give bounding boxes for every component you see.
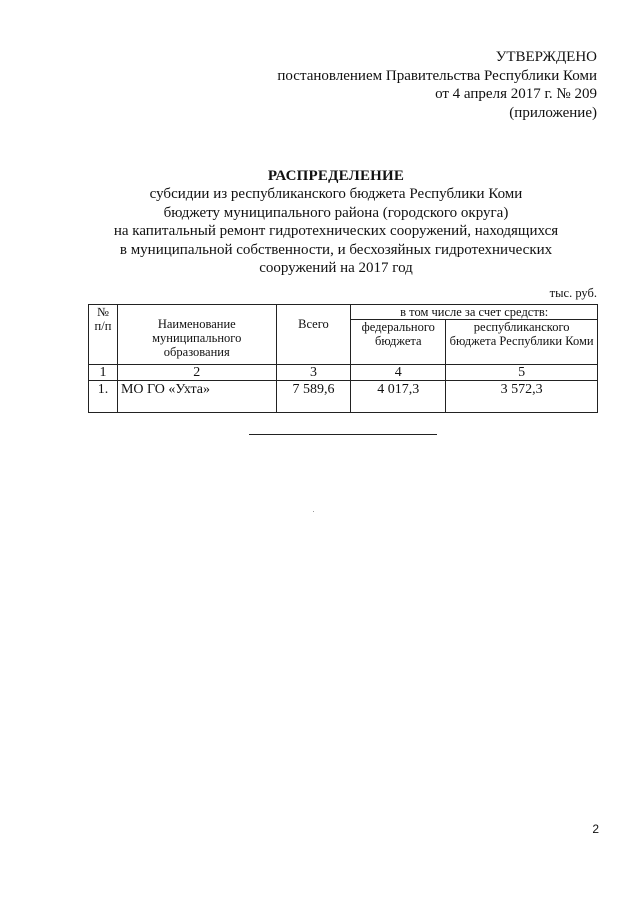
document-heading: РАСПРЕДЕЛЕНИЕ xyxy=(267,168,405,184)
row-republic: 3 572,3 xyxy=(446,381,598,413)
approval-appendix: (приложение) xyxy=(509,104,597,121)
row-num: 1. xyxy=(89,381,118,413)
table-row xyxy=(89,381,598,413)
title-line: на капитальный ремонт гидротехнических сооружений, находящихся xyxy=(113,223,559,240)
row-name: МО ГО «Ухта» xyxy=(117,381,276,413)
header-including: в том числе за счет средств: xyxy=(351,305,598,320)
header-total: Всего xyxy=(276,305,351,365)
row-federal: 4 017,3 xyxy=(351,381,446,413)
page-number: 2 xyxy=(592,822,599,836)
header-num: № п/п xyxy=(89,305,118,365)
distribution-table xyxy=(88,304,598,413)
closing-rule xyxy=(249,434,437,435)
column-number: 2 xyxy=(117,365,276,381)
title-line: в муниципальной собственности, и бесхозяйных гидротехнических xyxy=(119,241,553,258)
title-line: сооружений на 2017 год xyxy=(259,260,413,277)
column-number: 4 xyxy=(351,365,446,381)
title-line: бюджету муниципального района (городского округа) xyxy=(163,204,509,221)
column-number: 5 xyxy=(446,365,598,381)
approval-title: УТВЕРЖДЕНО xyxy=(495,49,597,65)
header-federal: федерального бюджета xyxy=(351,320,446,365)
document-title xyxy=(0,167,640,277)
approval-date: от 4 апреля 2017 г. № 209 xyxy=(435,86,597,102)
column-number-row xyxy=(89,365,598,381)
header-republic: республиканского бюджета Республики Коми xyxy=(446,320,598,365)
title-line: субсидии из республиканского бюджета Республики Коми xyxy=(149,186,523,203)
approval-stamp xyxy=(277,48,597,122)
column-number: 1 xyxy=(89,365,118,381)
column-number: 3 xyxy=(276,365,351,381)
scan-speck xyxy=(313,511,314,512)
header-name: Наименование муниципального образования xyxy=(117,305,276,365)
unit-label: тыс. руб. xyxy=(549,286,597,300)
row-total: 7 589,6 xyxy=(276,381,351,413)
approval-decree: постановлением Правительства Республики Коми xyxy=(277,67,597,84)
